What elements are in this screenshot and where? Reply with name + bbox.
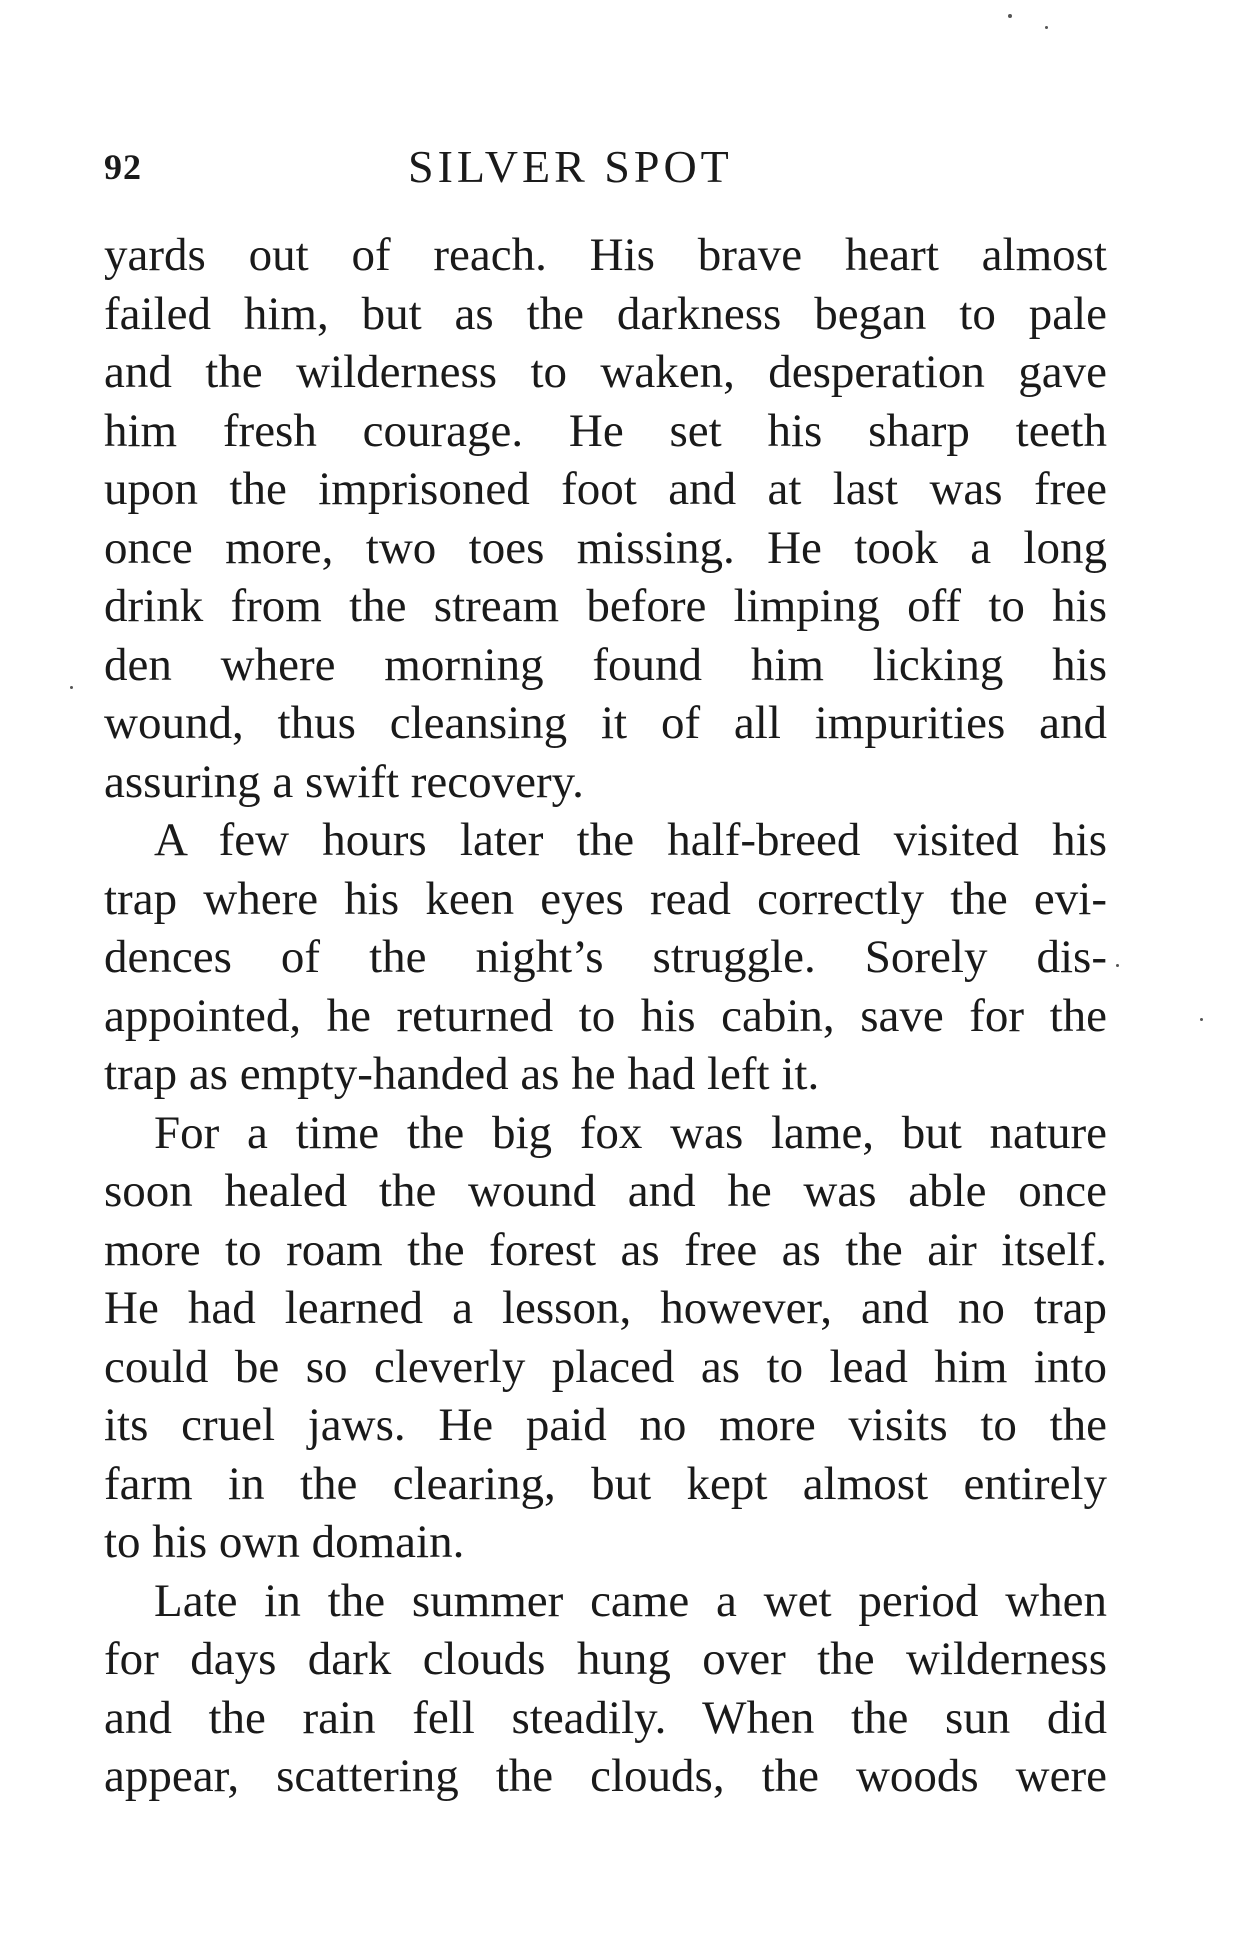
text-line: yards out of reach. His brave heart almost [104, 229, 1107, 281]
running-head: SILVER SPOT [408, 141, 733, 192]
body-text [104, 226, 1107, 1806]
text-line: den where morning found him licking his [104, 638, 1107, 691]
text-line: upon the imprisoned foot and at last was free [104, 463, 1107, 515]
text-line: farm in the clearing, but kept almost entirely [104, 1457, 1107, 1510]
text-line: appointed, he returned to his cabin, save for the [104, 989, 1107, 1042]
text-line: soon healed the wound and he was able once [104, 1165, 1107, 1217]
text-line: trap where his keen eyes read correctly the evi- [104, 872, 1107, 925]
text-line: failed him, but as the darkness began to pale [104, 287, 1107, 340]
text-line: could be so cleverly placed as to lead him into [104, 1340, 1107, 1393]
text-line: A few hours later the half-breed visited his [154, 814, 1107, 866]
page-header [104, 140, 1104, 210]
text-line: and the wilderness to waken, desperation gave [104, 346, 1107, 398]
text-line: more to roam the forest as free as the air itself. [104, 1223, 1107, 1276]
page-number: 92 [104, 147, 142, 187]
text-line: wound, thus cleansing it of all impurities and [104, 697, 1107, 749]
text-line: dences of the night’s struggle. Sorely dis- [104, 931, 1107, 983]
text-line: assuring a swift recovery. [104, 755, 584, 808]
text-line: its cruel jaws. He paid no more visits to the [104, 1399, 1107, 1451]
text-line: to his own domain. [104, 1516, 465, 1568]
text-line: and the rain fell steadily. When the sun did [104, 1691, 1107, 1744]
scan-speck [1008, 14, 1012, 18]
text-line: drink from the stream before limping off to his [104, 580, 1107, 632]
scan-speck [1200, 1018, 1203, 1021]
text-line: Late in the summer came a wet period when [154, 1574, 1107, 1627]
text-line: for days dark clouds hung over the wilderness [104, 1633, 1107, 1685]
text-line: him fresh courage. He set his sharp teeth [104, 404, 1107, 457]
scan-speck [1116, 964, 1119, 967]
text-line: He had learned a lesson, however, and no trap [104, 1282, 1107, 1334]
scan-speck [70, 686, 73, 689]
text-line: For a time the big fox was lame, but nature [154, 1106, 1107, 1159]
text-line: trap as empty-handed as he had left it. [104, 1048, 820, 1100]
text-line: appear, scattering the clouds, the woods were [104, 1750, 1107, 1802]
scan-speck [1045, 26, 1048, 29]
text-line: once more, two toes missing. He took a long [104, 521, 1107, 574]
